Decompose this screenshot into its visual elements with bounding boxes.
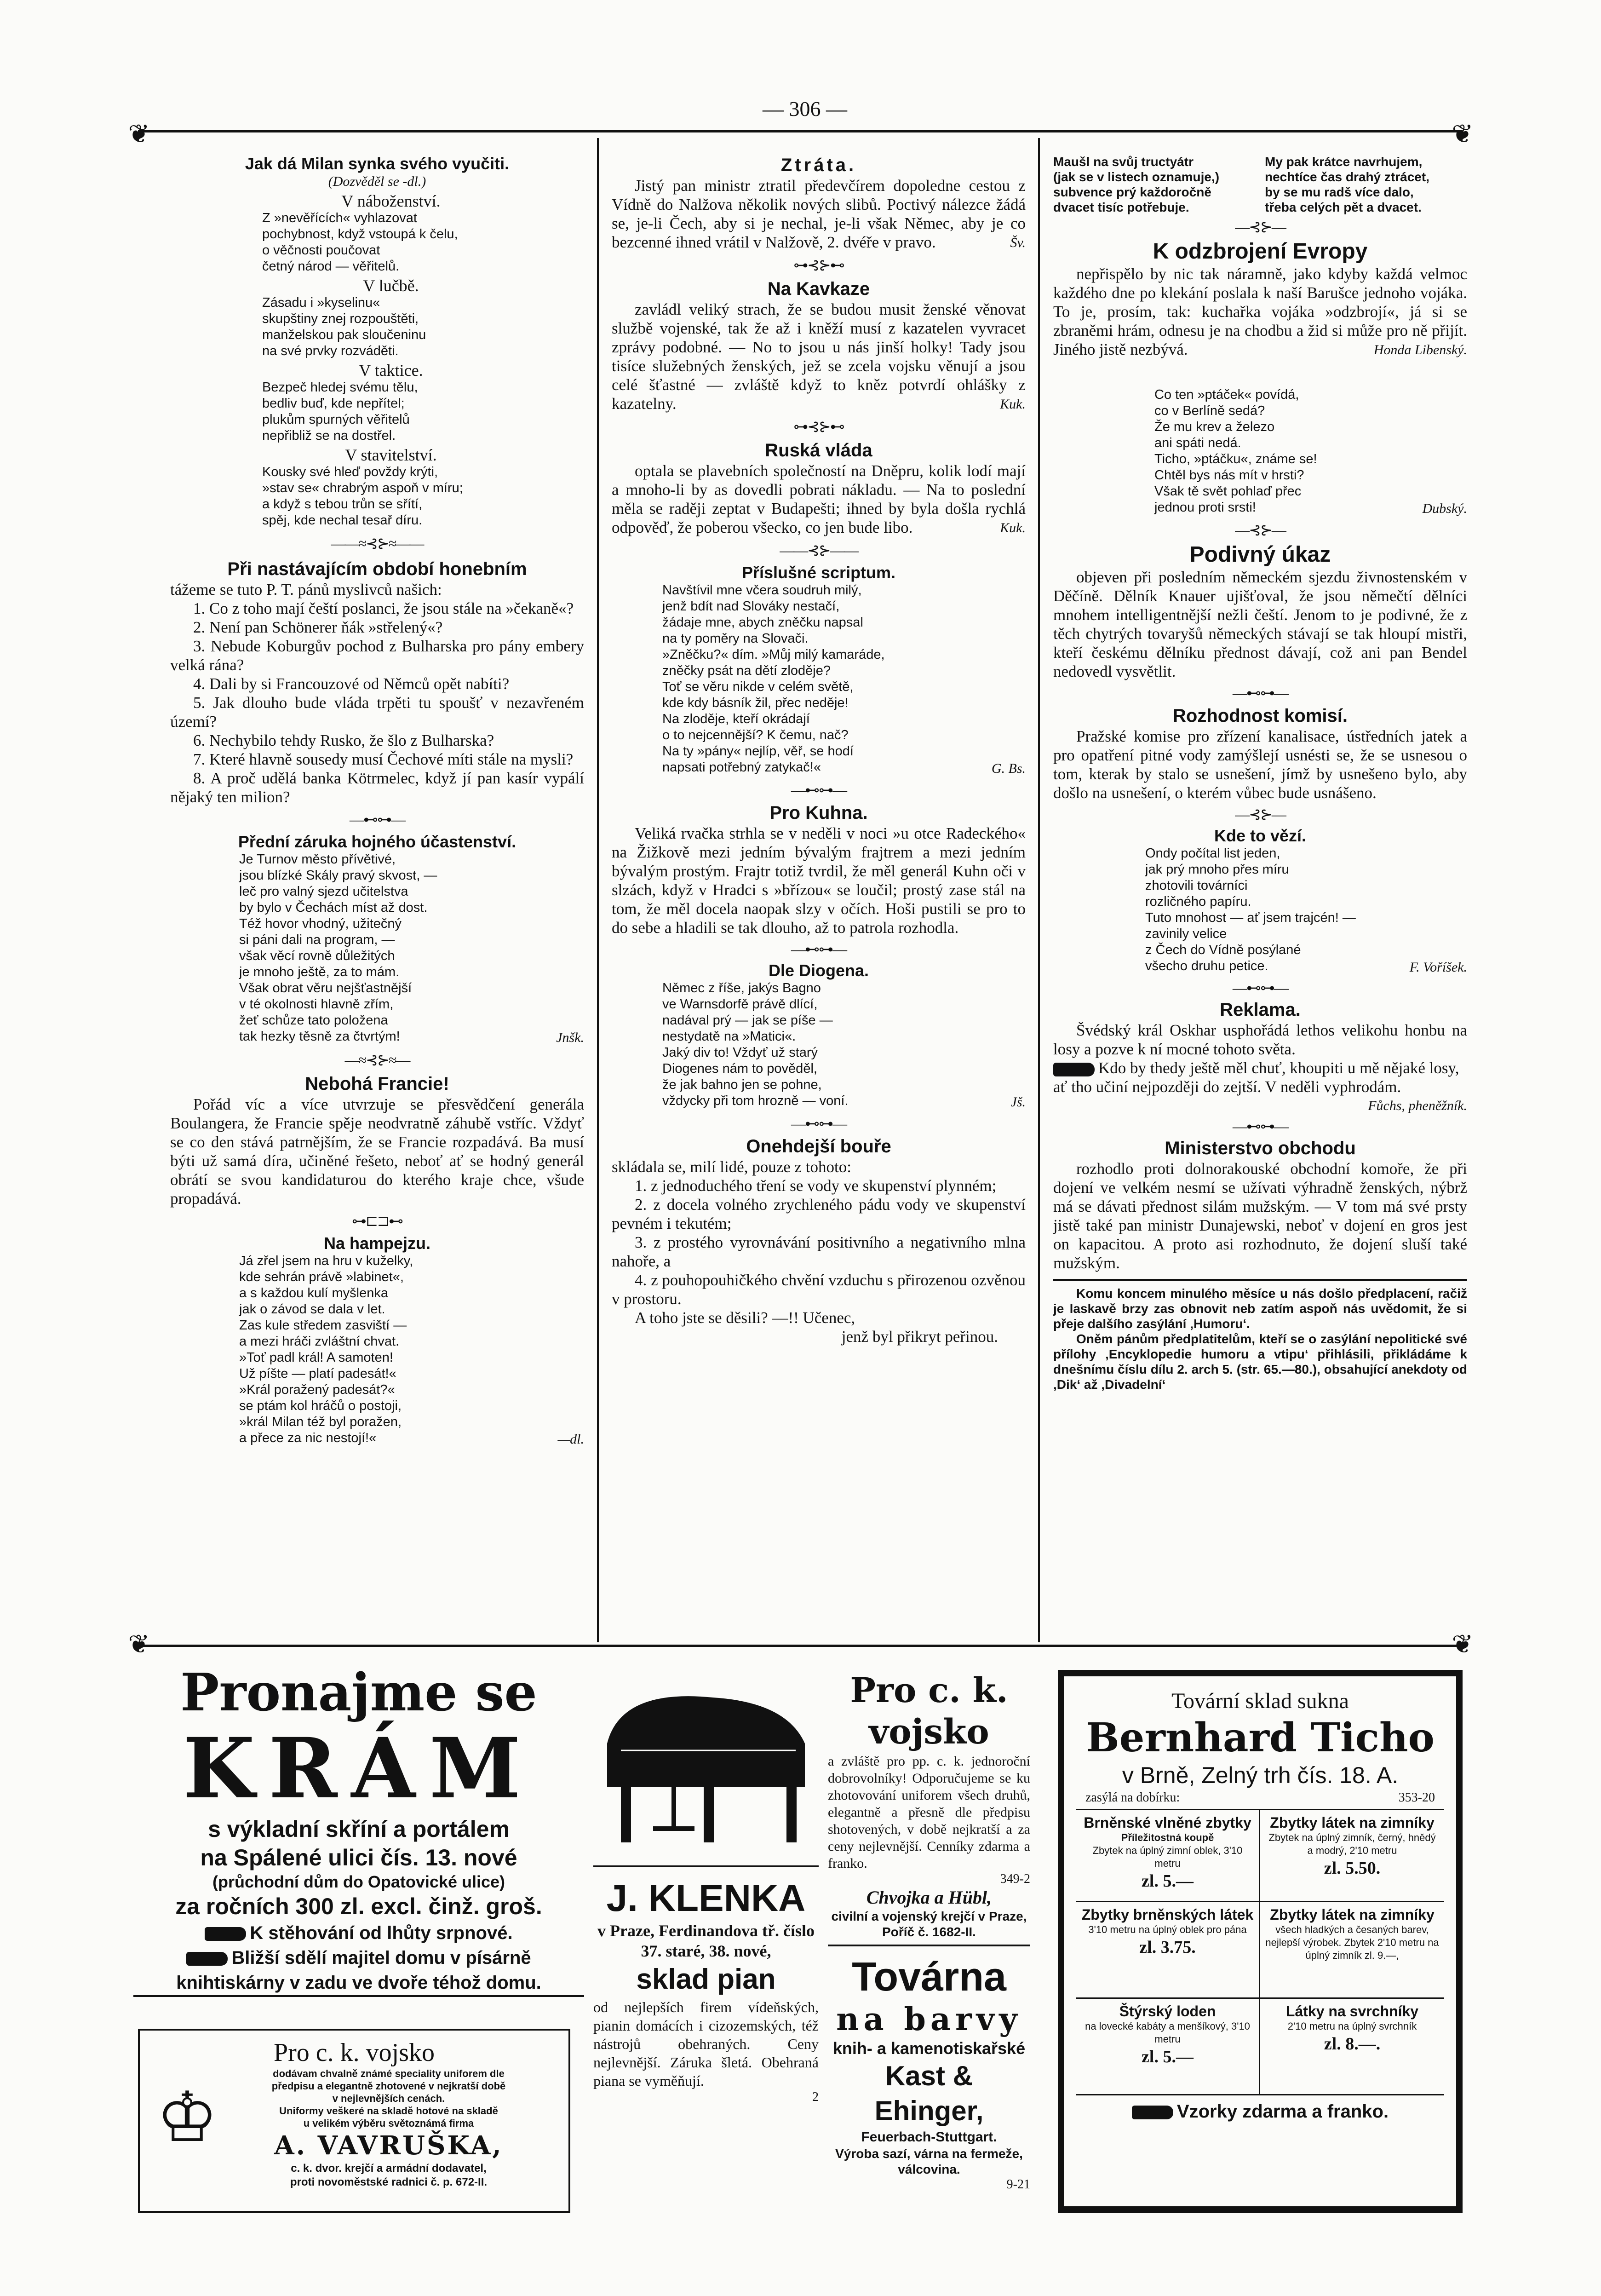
article-title: Pro Kuhna.	[769, 803, 868, 823]
column-1	[170, 154, 584, 1449]
article-body: Pražské komise pro zřízení kanalisace, ústředních jatek a pro opatření pitné vody zamýšlejí usnésti se, že se usnesou o tom, kterak by stalo se usnešení, jímž by usnešeno bylo, aby došlo na usnešení, o kterém vůbec bude usnášeno.	[1053, 727, 1467, 802]
article-body: rozhodlo proti dolnorakouské obchodní komoře, že při dojení ve velkém nesmí se užívati výhradně ženských, nýbrž má se dávati přednost silám mužským. — V tom má své prsty jistě také pan ministr Dunajewski, neboť v dojení en gros jest on kapacitou. A proto asi rozhodnuto, že dojení sluší také mužským.	[1053, 1160, 1467, 1272]
verse-line: napsati potřebný zatykač!«	[662, 760, 821, 775]
verse-line: co v Berlíně sedá?	[1154, 403, 1265, 418]
ad-line: v Praze, Ferdinandova tř. číslo 37. staré, 38. nové,	[597, 1922, 815, 1960]
verse-line: by se mu radš více dalo,	[1265, 185, 1414, 199]
verse-line: Kousky své hleď povždy krýti,	[262, 465, 438, 479]
ad-headline: Pro c. k. vojsko	[274, 2038, 435, 2067]
ad-klenka	[593, 1670, 819, 2213]
ad-body: a zvláště pro pp. c. k. jednoroční dobrovolníky! Odporučujeme se ku zhotovování uniforem všech druhů, elegantně a přesně dle předpisu shotovených, v době nejkratší a za ceny nejlevnější. Cenníky zdarma a franko.	[828, 1754, 1030, 1871]
ad-firm-name: J. KLENKA	[593, 1865, 819, 1921]
verse-line: Maušl na svůj tructyátr	[1053, 155, 1194, 169]
cell-price: zl. 5.50.	[1324, 1859, 1381, 1878]
ad-line: knihtiskárny v zadu ve dvoře téhož domu.	[133, 1970, 584, 1997]
ad-line: za ročních 300 zl. excl. činž. groš.	[175, 1893, 542, 1919]
subscription-notice: Komu koncem minulého měsíce u nás došlo předplacení, račiž je laskavě brzy zas obnovit neb zatím aspoň nás uvědomit, že si přeje dalšího zasýlání ‚Humoru‘.	[1053, 1286, 1467, 1331]
verse-line: »král Milan též byl poražen,	[239, 1415, 402, 1429]
list-item: 3. z prostého vyrovnávání positivního a negativního mlna nahoře, a	[612, 1233, 1026, 1270]
subscription-notice: Oněm pánům předplatitelům, kteří se o zasýlání nepolitické své přílohy ‚Encyklopedie humoru a vtipu‘ přihlásili, přikládáme k dnešnímu číslu dílu 2. arch 5. (str. 65.—80.), obsahující anekdoty od ‚Dik‘ až ‚Divadelní‘	[1053, 1332, 1467, 1392]
cell-body: Zbytek na úplný zimní oblek, 3'10 metru	[1092, 1845, 1243, 1869]
signature: G. Bs.	[991, 761, 1026, 776]
verse-line: zavinily velice	[1145, 926, 1227, 941]
page-number: — 306 —	[763, 97, 847, 121]
verse-line: Též hovor vhodný, užitečný	[239, 916, 402, 931]
ad-code: 353-20	[1398, 1790, 1435, 1805]
ad-line: u velikém výběru světoznámá firma	[303, 2118, 474, 2129]
column-2	[612, 154, 1026, 1346]
list-item: 7. Které hlavně sousedy musí Čechové míti stále na mysli?	[193, 750, 574, 768]
verse-line: Už píšte — platí padesát!«	[239, 1366, 396, 1381]
list-item: 1. Co z toho mají čeští poslanci, že jsou stále na »čekaně«?	[193, 599, 574, 617]
ad-line: v Brně, Zelný trh čís. 18. A.	[1122, 1762, 1399, 1788]
verse-line: dvacet tisíc potřebuje.	[1053, 200, 1189, 214]
article-title: Reklama.	[1220, 1000, 1301, 1020]
ad-line: civilní a vojenský krejčí v Praze, Poříč č. 1682-II.	[828, 1909, 1030, 1946]
article-body: optala se plavebních společností na Dněpru, kolik lodí mají a mnoho-li by as dovedli pobrati nákladu. — Na to poslední měla se raději zeptat v Budapešti; ihned by byla došla rychlá odpověď, že poberou všecko, co jen bude libo.	[612, 462, 1026, 536]
article-body: Kdo by thedy ještě měl chuť, khoupiti u mě nějaké losy, ať tho učiní nejpozději do zejtší. V neděli vyphrodám.	[1053, 1059, 1459, 1096]
ad-headline: Pronajme se	[180, 1663, 537, 1723]
ad-line: Feuerbach-Stuttgart.	[861, 2129, 997, 2145]
verse-line: a přece za nic nestojí!«	[239, 1431, 377, 1445]
cell-price: zl. 5.—	[1142, 1871, 1194, 1891]
divider-ornament: ⊶⊏⊐⊷	[351, 1213, 403, 1229]
verse-line: Tuto mnohost — ať jsem trajcén! —	[1145, 910, 1356, 925]
price-cell	[1260, 1810, 1444, 1902]
list-item: 4. z pouhopouhičkého chvění vzduchu s přirozenou ozvěnou v prostoru.	[612, 1271, 1026, 1308]
list-item: 1. z jednoduchého tření se vody ve skupenství plynném;	[635, 1177, 997, 1195]
cell-title: Zbytky brněnských látek	[1081, 1906, 1254, 1923]
cell-body: 3'10 metru na úplný oblek pro pána	[1088, 1924, 1247, 1935]
section-title: V náboženství.	[341, 192, 441, 210]
price-cell	[1076, 1902, 1260, 1999]
article-title: Rozhodnost komisí.	[1173, 706, 1348, 726]
grand-piano-icon	[593, 1670, 819, 1863]
verse-line: My pak krátce navrhujem,	[1265, 155, 1423, 169]
divider-ornament: —≈⊰⊱≈—	[344, 1052, 410, 1068]
corner-ornament: ❦	[128, 120, 150, 149]
verse-line: plukům spurných věřitelů	[262, 412, 410, 427]
pointing-hand-icon	[205, 1927, 246, 1941]
verse-line: pochybnost, když vstoupá k čelu,	[262, 227, 458, 242]
article-intro: skládala se, milí lidé, pouze z tohoto:	[612, 1158, 851, 1176]
list-item: 3. Nebude Koburgův pochod z Bulharska pro pány embery velká rána?	[170, 637, 584, 674]
verse-line: o to nejcennější? K čemu, nač?	[662, 728, 849, 742]
verse-line: a když s tebou trůn se sřítí,	[262, 497, 423, 512]
article-body: nepřispělo by nic tak náramně, jako kdyby každá velmoc každého dne po klekání poslala k naší Barušce jednoho vojáka. To je, prosím, tak: kuchařka vojáka »odzbrojí«, já si se zbraněmi hrám, odnesu je na chodbu a žid si může pro ně přijít. Jiného jistě nezbývá.	[1053, 265, 1467, 358]
price-cell	[1076, 1999, 1260, 2095]
cell-body: Zbytek na úplný zimník, černý, hnědý a modrý, 2'10 metru	[1268, 1832, 1436, 1856]
verse-line: bedliv buď, kde nepřítel;	[262, 396, 405, 411]
cell-title: Zbytky látek na zimníky	[1270, 1814, 1435, 1831]
cell-body: na lovecké kabáty a menšíkový, 3'10 metru	[1085, 2020, 1250, 2045]
signature: —dl.	[557, 1432, 584, 1447]
verse-line: skupštiny znej rozpouštěti,	[262, 311, 419, 326]
signature: Jš.	[1010, 1094, 1026, 1110]
verse-line: »Zněčku?« dím. »Můj milý kamaráde,	[662, 647, 885, 662]
price-cell	[1260, 1999, 1444, 2095]
article-title: Na Kavkaze	[767, 279, 870, 299]
list-item: 2. z docela volného zrychleného pádu vody ve skupenství pevném i tekutém;	[612, 1196, 1026, 1232]
verse-line: Co ten »ptáček« povídá,	[1154, 387, 1299, 402]
verse-line: se ptám kol hráčů o postoji,	[239, 1398, 402, 1413]
verse-line: jsou blízké Skály pravý skvost, —	[239, 868, 437, 883]
article-body: A toho jste se děsili? —!! Učenec,	[635, 1309, 855, 1327]
verse-line: Diogenes nám to pověděl,	[662, 1061, 817, 1076]
article-body: jenž byl přikryt peřinou.	[841, 1328, 998, 1346]
verse-line: všecho druhu petice.	[1145, 959, 1268, 973]
ad-line: Uniformy veškeré na skladě hotové na skladě	[279, 2105, 498, 2117]
verse-line: kde kdy básník žil, přec neděje!	[662, 696, 849, 710]
ad-vavruska	[138, 2029, 570, 2213]
article-body: objeven při posledním německém sjezdu živnostenském v Děčíně. Dělník Knauer ujišťoval, že jsou němečtí dělníci mnohem intelligentnější nežli čeští. Jenom to je podivné, že z těch chytrých tovaryšů německých stávají se tak hloupí mistři, kteří českému dělníku přednost dávají, což ani pan Bendel nedovedl vysvětlit.	[1053, 568, 1467, 680]
verse-line: však věcí rovně důležitých	[239, 949, 395, 963]
ad-line: K stěhování od lhůty srpnové.	[250, 1923, 513, 1943]
cell-subtitle: Příležitostná koupě	[1121, 1832, 1214, 1843]
article-title: Nebohá Francie!	[305, 1074, 449, 1094]
verse-line: nechtíce čas drahý ztrácet,	[1265, 170, 1429, 184]
verse-line: Navštívil mne včera soudruh milý,	[662, 583, 862, 598]
ad-code: 2	[812, 2090, 819, 2104]
verse-line: si páni dali na program, —	[239, 932, 395, 947]
pointing-hand-icon	[1053, 1063, 1095, 1076]
signature: Jnšk.	[556, 1030, 584, 1045]
verse-line: Ticho, »ptáčku«, známe se!	[1154, 452, 1317, 466]
article-title: Podivný úkaz	[1189, 542, 1331, 567]
verse-line: Že mu krev a železo	[1154, 420, 1275, 434]
article-body: Veliká rvačka strhla se v neděli v noci »u otce Radeckého« na Žižkově mezi jedním bývalým frajtrem a mezi jedním bývalým prostým. Frajtr totiž tvrdil, že měl generál Kuhn oči v slzách, když v Hradci s »břízou« se loučil; prostý zase stál na tom, že měl docela naopak slzy v očích. Hoši pustili se pro to do sebe a hladili se tak dlouho, až to patrola rozhodla.	[612, 824, 1026, 937]
section-title: V taktice.	[359, 361, 423, 380]
signature: Šv.	[1010, 235, 1026, 250]
corner-ornament: ❦	[1452, 1630, 1474, 1659]
ad-line: zasýlá na dobírku:	[1085, 1790, 1180, 1805]
verse-line: na ty poměry na Slovači.	[662, 631, 809, 646]
list-item: 6. Nechybilo tehdy Rusko, že šlo z Bulharska?	[193, 731, 494, 749]
verse-line: (jak se v listech oznamuje,)	[1053, 170, 1220, 184]
verse-line: »Král poražený padesát?«	[239, 1382, 395, 1397]
pointing-hand-icon	[1132, 2106, 1173, 2119]
article-title: Přední záruka hojného účastenství.	[238, 832, 516, 851]
verse-line: Na ty »pány« nejlíp, věř, se hodí	[662, 744, 854, 759]
verse-line: nepřibliž se na dostřel.	[262, 428, 396, 443]
verse-line: tak hezky těsně za čtvrtým!	[239, 1029, 400, 1044]
separator-rule	[1053, 1279, 1467, 1281]
list-item: 2. Není pan Schönerer ňák »střelený«?	[193, 618, 443, 636]
cell-title: Štýrský loden	[1119, 2003, 1216, 2020]
article-title: Kde to vězí.	[1214, 826, 1307, 845]
ad-code: 349-2	[1000, 1872, 1030, 1886]
verse-line: a mezi hráči zvláštní chvat.	[239, 1334, 400, 1349]
verse-line: spěj, kde nechal tesař díru.	[262, 513, 423, 528]
verse-line: žádaje mne, abych zněčku napsal	[662, 615, 863, 630]
ad-line: dodávam chvalně známé speciality uniforem dle	[273, 2068, 505, 2079]
divider-ornament: —⊰⊱—	[1235, 806, 1285, 823]
ad-line: Výroba sazí, várna na fermeže, válcovina.	[835, 2146, 1023, 2176]
ad-chvojka	[828, 1670, 1030, 2213]
verse-line: Toť se věru nikde v celém světě,	[662, 679, 854, 694]
top-rule	[138, 130, 1463, 132]
ad-line: knih- a kamenotiskařské	[832, 2039, 1026, 2058]
cell-title: Brněnské vlněné zbytky	[1084, 1814, 1251, 1831]
divider-ornament: —⊷⊶—	[1233, 979, 1288, 996]
column-divider	[597, 138, 599, 1642]
verse-line: Bezpeč hledej svému tělu,	[262, 380, 418, 395]
divider-ornament: —⊷⊶—	[350, 811, 405, 828]
column-divider	[1038, 138, 1040, 1642]
article-body: Švédský král Oskhar usphořádá lethos velikohu honbu na losy a pozve k ní mocné tohoto světa.	[1053, 1021, 1467, 1058]
cell-body: všech hladkých a česaných barev, nejlepší výrobek. Zbytek 2'10 metru na úplný zimník zl. 9.—,	[1265, 1924, 1439, 1961]
verse-line: kde sehrán právě »labinet«,	[239, 1270, 404, 1284]
ad-line: s výkladní skříní a portálem	[208, 1816, 510, 1842]
divider-ornament: ⊶⊰⊱⊷	[793, 257, 844, 273]
verse-line: Němec z říše, jakýs Bagno	[662, 981, 821, 996]
divider-ornament: —⊷⊶—	[1233, 685, 1288, 701]
ad-firm-name: Bernhard Ticho	[1086, 1715, 1435, 1761]
list-item: 5. Jak dlouho bude vláda trpěti tu spoušť v nezavřeném území?	[170, 694, 584, 731]
divider-ornament: —⊷⊶—	[1233, 1118, 1288, 1134]
article-intro: tážeme se tuto P. T. pánů myslivců našich:	[170, 581, 442, 598]
article-title: Onehdejší bouře	[746, 1136, 891, 1157]
ad-footer: Vzorky zdarma a franko.	[1176, 2101, 1389, 2122]
signature: F. Voříšek.	[1409, 960, 1467, 975]
divider-ornament: —⊰⊱—	[1235, 522, 1285, 538]
ad-line: na Spálené ulici čís. 13. nové	[200, 1845, 517, 1870]
column-3	[1053, 154, 1467, 1392]
verse-line: jak prý mnoho přes míru	[1145, 862, 1289, 877]
verse-line: žeť schůze tato položena	[239, 1013, 388, 1028]
article-body: Pořád víc a více utvrzuje se přesvědčení generála Boulangera, že Francie spěje neodvratně záhubě vstříc. Vždyť se co den stává patrnějším, že se Francie rozpadává. Ba musí býti už samá díra, učiněné řešeto, neboť ať se hodný generál obrátí se svou kandidaturou do kterého kraje chce, všude propadává.	[170, 1095, 584, 1208]
verse-line: »stav se« chrabrým aspoň v míru;	[262, 481, 463, 495]
divider-ornament: —⊰⊱—	[1235, 219, 1285, 235]
ad-kram	[133, 1663, 584, 2026]
verse-line: Z »nevěřících« vyhlazovat	[262, 211, 417, 225]
article-title: Ministerstvo obchodu	[1165, 1138, 1356, 1158]
verse-line: Ondy počítal list jeden,	[1145, 846, 1280, 861]
bottom-rule	[138, 1645, 1463, 1647]
article-title: Při nastávajícím období honebním	[227, 559, 527, 579]
verse-line: jak o závod se dala v let.	[239, 1302, 385, 1317]
verse-line: četný národ — věřitelů.	[262, 259, 400, 274]
signature: Dubský.	[1422, 501, 1467, 516]
ad-body: od nejlepších firem vídeňských, pianin domácích i cizozemských, též nástrojů obehraných. Ceny nejlevnější. Záruka šletá. Obehraná piana se vyměňují.	[593, 1999, 819, 2089]
ad-headline: na barvy	[836, 2001, 1022, 2038]
ad-headline: KRÁM	[183, 1720, 535, 1817]
ad-headline: Pro c. k. vojsko	[850, 1671, 1008, 1752]
eagle-emblem-icon: ♔	[156, 2080, 218, 2156]
verse-line: manželskou pak sloučeninu	[262, 328, 426, 342]
verse-line: o věčnosti poučovat	[262, 243, 380, 258]
verse-line: zněčky psát na dětí zloděje?	[662, 663, 831, 678]
cell-price: zl. 8.—.	[1324, 2034, 1381, 2054]
price-cell	[1260, 1902, 1444, 1999]
article-body: zavládl veliký strach, že se budou musit ženské věnovat službě vojenské, tak že až i kněží musí z kazatelen vyvracet zprávy podobné. — No to jsou u nás jinší holky! Tady jsou tisíce služebných ženských, jež se zcela vojsku věnují a jsou celé šťastné — zvláště když to kněz potvrdí ohlášky z kazatelny.	[612, 300, 1026, 413]
verse-line: rozličného papíru.	[1145, 894, 1251, 909]
article-title: Ztráta.	[780, 155, 857, 175]
verse-line: vždycky při tom hrozně — voní.	[662, 1093, 849, 1108]
corner-ornament: ❦	[128, 1630, 150, 1659]
ad-firm-name: Chvojka a Hübl,	[866, 1887, 992, 1908]
verse-line: a s každou kulí myšlenka	[239, 1286, 388, 1300]
verse-line: v té okolnosti hlavně zřím,	[239, 997, 394, 1012]
cell-title: Zbytky látek na zimníky	[1270, 1906, 1435, 1923]
verse-line: na své prvky rozváděti.	[262, 344, 399, 358]
article-title: Na hampejzu.	[323, 1234, 431, 1253]
verse-line: subvence prý každoročně	[1053, 185, 1211, 199]
verse-line: Zas kule středem zasviští —	[239, 1318, 407, 1333]
verse-line: Zásadu i »kyselinu«	[262, 295, 380, 310]
verse-line: Na zloděje, kteří okrádají	[662, 712, 810, 726]
divider-ornament: ⊶⊰⊱⊷	[793, 418, 844, 435]
verse-line: z Čech do Vídně posýlané	[1145, 943, 1301, 957]
ad-line: c. k. dvor. krejčí a armádní dodavatel,	[291, 2162, 487, 2175]
ad-ticho	[1058, 1670, 1463, 2213]
ad-line: v nejlevnějších cenách.	[332, 2093, 445, 2104]
ad-line: proti novoměstské radnici č. p. 672-II.	[290, 2176, 488, 2188]
ad-code: 9-21	[1006, 2177, 1030, 2192]
article-title: Ruská vláda	[765, 440, 872, 460]
list-item: 8. A proč udělá banka Kötrmelec, když jí pan kasír vypálí nějaký ten milion?	[170, 769, 584, 806]
verse-line: ve Warnsdorfě právě dlící,	[662, 997, 818, 1012]
ad-line: (průchodní dům do Opatovické ulice)	[212, 1872, 505, 1891]
verse-line: Je Turnov město přívětivé,	[239, 852, 396, 867]
verse-line: nadával prý — jak se píše —	[662, 1013, 833, 1028]
ad-line: předpisu a elegantně zhotovené v nejkratší době	[271, 2080, 506, 2092]
cell-price: zl. 3.75.	[1139, 1938, 1196, 1957]
section-title: V lučbě.	[363, 276, 419, 295]
byline: (Dozvěděl se -dl.)	[328, 174, 426, 189]
verse-line: zhotovili továrníci	[1145, 878, 1248, 893]
verse-line: ani spáti nedá.	[1154, 436, 1241, 450]
signature: Fůchs, pheněžník.	[1368, 1098, 1467, 1113]
divider-ornament: ——⊰⊱——	[780, 542, 858, 558]
ad-line: Tovární sklad sukna	[1171, 1689, 1349, 1713]
article-title: Dle Diogena.	[768, 961, 869, 980]
ad-headline: sklad pian	[636, 1963, 776, 1995]
signature: Kuk.	[1000, 397, 1026, 412]
ad-line: Bližší sdělí majitel domu v písárně	[231, 1948, 531, 1968]
divider-ornament: —⊷⊶—	[791, 941, 846, 957]
article-title: Jak dá Milan synka svého vyučiti.	[245, 154, 510, 173]
verse-line: že jak bahno jen se pohne,	[662, 1077, 822, 1092]
verse-line: Jaký div to! Vždyť už starý	[662, 1045, 818, 1060]
verse-line: Však tě svět pohlaď přec	[1154, 484, 1302, 499]
divider-ornament: ——≈⊰⊱≈——	[331, 535, 424, 552]
article-title: Příslušné scriptum.	[741, 563, 896, 582]
pointing-hand-icon	[186, 1952, 228, 1966]
verse-line: jednou proti srsti!	[1154, 500, 1256, 515]
ad-headline: Továrna	[852, 1954, 1006, 1999]
signature: Honda Libenský.	[1373, 342, 1467, 357]
verse-line: jenž bdít nad Slováky nestačí,	[662, 599, 840, 614]
divider-ornament: —⊷⊶—	[791, 782, 846, 798]
cell-title: Látky na svrchníky	[1285, 2003, 1419, 2020]
ad-firm-name: A. VAVRUŠKA,	[274, 2130, 503, 2161]
corner-ornament: ❦	[1452, 120, 1474, 149]
article-body: Jistý pan ministr ztratil předevčírem dopoledne cestou z Vídně do Nalžova několik nových slibů. Poctivý nálezce žádá se, je-li Čech, aby si je nechal, je-li však Němec, aby je co bezcenné ihned vrátil v Nalžově, 2. dvéře v pravo.	[612, 177, 1026, 251]
verse-line: »Toť padl král! A samoten!	[239, 1350, 393, 1365]
section-title: V stavitelství.	[345, 446, 437, 464]
verse-line: třeba celých pět a dvacet.	[1265, 200, 1422, 214]
verse-line: Chtěl bys nás mít v hrsti?	[1154, 468, 1304, 483]
cell-price: zl. 5.—	[1142, 2047, 1194, 2066]
cell-body: 2'10 metru na úplný svrchník	[1287, 2020, 1417, 2032]
verse-line: Já zřel jsem na hru v kuželky,	[239, 1254, 413, 1268]
ad-firm-name: Kast & Ehinger,	[874, 2060, 984, 2126]
article-title: K odzbrojení Evropy	[1153, 239, 1368, 264]
price-cell	[1076, 1810, 1260, 1902]
verse-line: je mnoho ještě, za to mám.	[239, 965, 400, 979]
list-item: 4. Dali by si Francouzové od Němců opět nabíti?	[193, 675, 510, 693]
signature: Kuk.	[1000, 520, 1026, 535]
verse-line: Však obrat věru nejšťastnější	[239, 981, 412, 996]
verse-line: nestydatě na »Matici«.	[662, 1029, 796, 1044]
verse-line: by bylo v Čechách míst až dost.	[239, 900, 428, 915]
verse-line: leč pro valný sjezd učitelstva	[239, 884, 408, 899]
divider-ornament: —⊷⊶—	[791, 1115, 846, 1132]
